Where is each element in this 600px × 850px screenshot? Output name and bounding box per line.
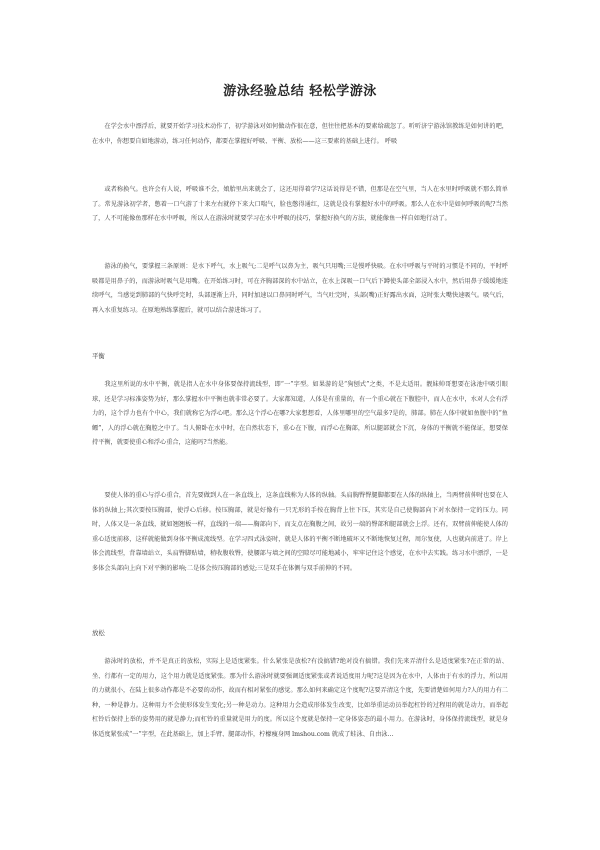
section-heading-relax: 放松 bbox=[92, 629, 105, 637]
paragraph-balance-1: 我这里所说的水中平衡，就是指人在水中身体要保持流线型，即“一”字型。如果游的是“狗刨式”之类，不是太适用。靓妹帅哥想要在泳池中吸引眼球，还是学习标准姿势为好，那么掌握水中平衡也就非常必要了。大家都知道，人体是有重量的，有一个重心就在下腹腔中，而人在水中，水对人会有浮力的，这个浮力也有个中心，我们就称它为浮心吧。那么这个浮心在哪?大家想想看，人体里哪里的空气最多?是的，肺部。肺在人体中就如鱼腹中的“鱼鳔”，人的浮心就在胸腔之中了。当人俯卧在水中时，在自然状态下，重心在下腹，而浮心在胸部，所以腿部就会下沉，身体的平衡就不能保证，想要保持平衡，就要使重心和浮心重合，这能吗?当然能。 bbox=[92, 381, 508, 446]
paragraph-relax-1: 游泳时的放松，并不是真正的放松，实际上是适度紧张。什么紧张是放松?有没搞错?绝对没有搞错。我们先来弄清什么是适度紧张?在正常的站、坐、行都有一定的用力，这个用力就是适度紧张。那为什么游泳时就要强调适度紧张或者说适度用力呢?这是因为在水中，人体由于有水的浮力，所以用的力就很小，在陆上很多动作都是不必要的动作，故而有相对紧张的感觉。那么如何来确定这个度呢?这要弄清这个度，先要清楚如何用力?人的用力有二种，一种是静力。这种用力不会使形体发生变化;另一种是动力。这种用力会造成形体发生改变，比如举重运动员举起杠铃的过程用的就是动力，而举起杠铃后保持上举的姿势用的就是静力;而杠铃的重量就是用力的度。所以这个度就是保持一定身体姿态的最小用力。在游泳时，身体保持流线型，就是身体适度紧张成“一”字型，在此基础上，加上手臂、腿部动作，柠檬瘦身网 lmshou.com 就成了蛙泳、自由泳… bbox=[92, 658, 508, 738]
paragraph-breathing-1: 或者称换气。也许会有人说，呼吸谁不会，娘胎里出来就会了，这还用得着学?这话说得是不错，但那是在空气里，当人在水里时呼吸就不那么简单了。常见游泳初学者，憋着一口气游了十来左右就停下来大口喘气，脸也憋得通红，这就是没有掌握好水中的呼吸。那么人在水中是如何呼吸的呢?当然了，人不可能像鱼那样在水中呼吸，所以人在游泳时就要学习在水中呼吸的技巧，掌握好换气的方法，就能像鱼一样自如地行动了。 bbox=[92, 186, 508, 222]
page-title: 游泳经验总结 轻松学游泳 bbox=[223, 84, 377, 99]
paragraph-intro: 在学会水中漂浮后，就要开始学习技术动作了，初学游泳对如何做动作很在意，但往往把基本的要素给疏忽了。听听济宁游泳馆教练是如何讲的吧，在水中，你想要自如地游动，练习任何动作，都要在掌握好呼吸、平衡、放松——这三要素的基础上进行。 呼吸 bbox=[92, 123, 508, 145]
section-heading-balance: 平衡 bbox=[92, 352, 105, 360]
paragraph-balance-2: 要使人体的重心与浮心重合，首先要做到人在一条直线上，这条直线称为人体的纵轴。头肩胸臀臀腿脚都要在人体的纵轴上，当两臂前伸时也要在人体的纵轴上;其次要按压胸部，使浮心后移。按压胸部，就是好像有一只无形的手按在胸背上往下压，其实是自己使胸部向下对水保持一定的压力。同时，人体又是一条直线，就如翘翘板一样，直线的一端——胸部向下，而支点在胸腹之间，故另一端的臀部和腿部就会上浮。还有，双臂前伸能使人体的重心适度前移，这样就能做到身体平衡成流线型。在学习四式泳姿时，就是人体的平衡不断地破坏又不断地恢复过程，周尔复使，人也就向前进了。岸上体会流线型，背靠墙站立，头肩臀脚贴墙，稍收腹收臀，使腰部与墙之间的空隙尽可能地减小，牢牢记住这个感觉，在水中去实践。练习水中漂浮，一是多体会头部向上向下对平衡的影响;二是体会按压胸部的感觉;三是双手在体侧与双手前伸的不同。 bbox=[92, 492, 508, 572]
paragraph-breathing-2: 游泳的换气，要掌握三条原则：是水下呼气，水上吸气;二是呼气以鼻为主，吸气只用嘴;三是慢呼快吸。在水中呼吸与平时的习惯是不同的，平时呼吸都是用鼻子的，而游泳时吸气是用嘴。在开始练习时，可在齐胸部深的水中站立，在水上深吸一口气后下蹲使头部全部浸入水中，然后用鼻子缓缓地连续呼气，当感觉到肺部的气快呼完时，头部逐渐上升，同时加速以口鼻同时呼气，当气吐完时，头部(嘴)正好露出水面，这时张大嘴快速吸气。吸气后，再入水重复练习。在原地熟练掌握后，就可以结合游进练习了。 bbox=[92, 263, 508, 314]
